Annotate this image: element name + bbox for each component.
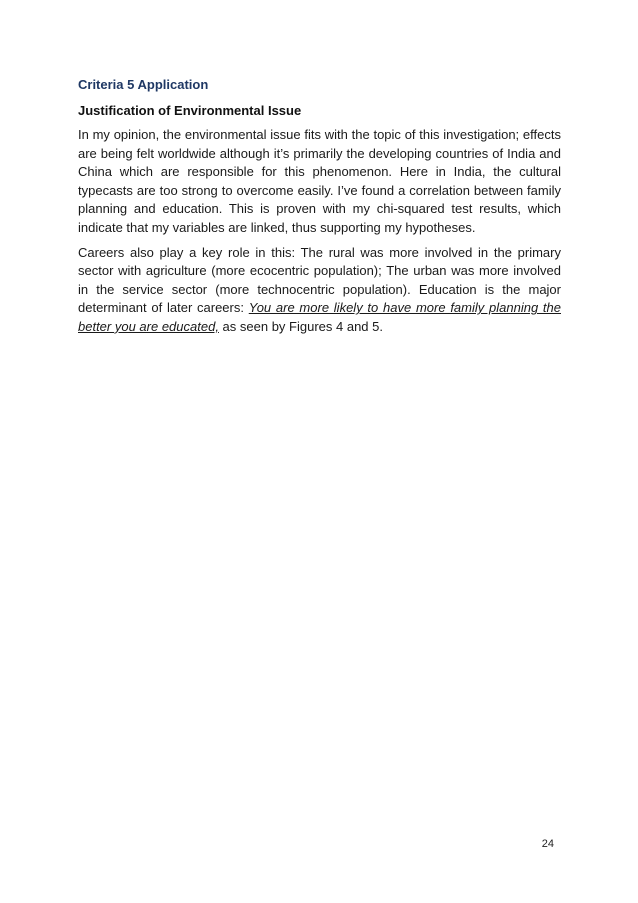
section-heading: Criteria 5 Application [78,77,209,92]
emphasized-statement: You are more likely to have more family planning the better you are educated, [78,300,561,334]
subheading: Justification of Environmental Issue [78,103,302,118]
page-number: 24 [541,838,554,850]
paragraph-careers-text: Careers also play a key role in this: The rural was more involved in the primary sector with agriculture (more ecocentric population); The urban was more involved in the service sector (more technocentric population). Education is the major determinant of later careers: [78,244,561,316]
paragraph-careers-ending: as seen by Figures 4 and 5. [218,318,383,334]
paragraph-justification: In my opinion, the environmental issue fits with the topic of this investigation; effects are being felt worldwide although it’s primarily the developing countries of India and China which are responsible for this phenomenon. Here in India, the cultural typecasts are too strong to overcome easily. I’ve found a correlation between family planning and education. This is proven with my chi-squared test results, which indicate that my variables are linked, thus supporting my hypotheses. [78,127,561,235]
page-content [78,76,561,343]
paragraph-careers [78,244,561,337]
